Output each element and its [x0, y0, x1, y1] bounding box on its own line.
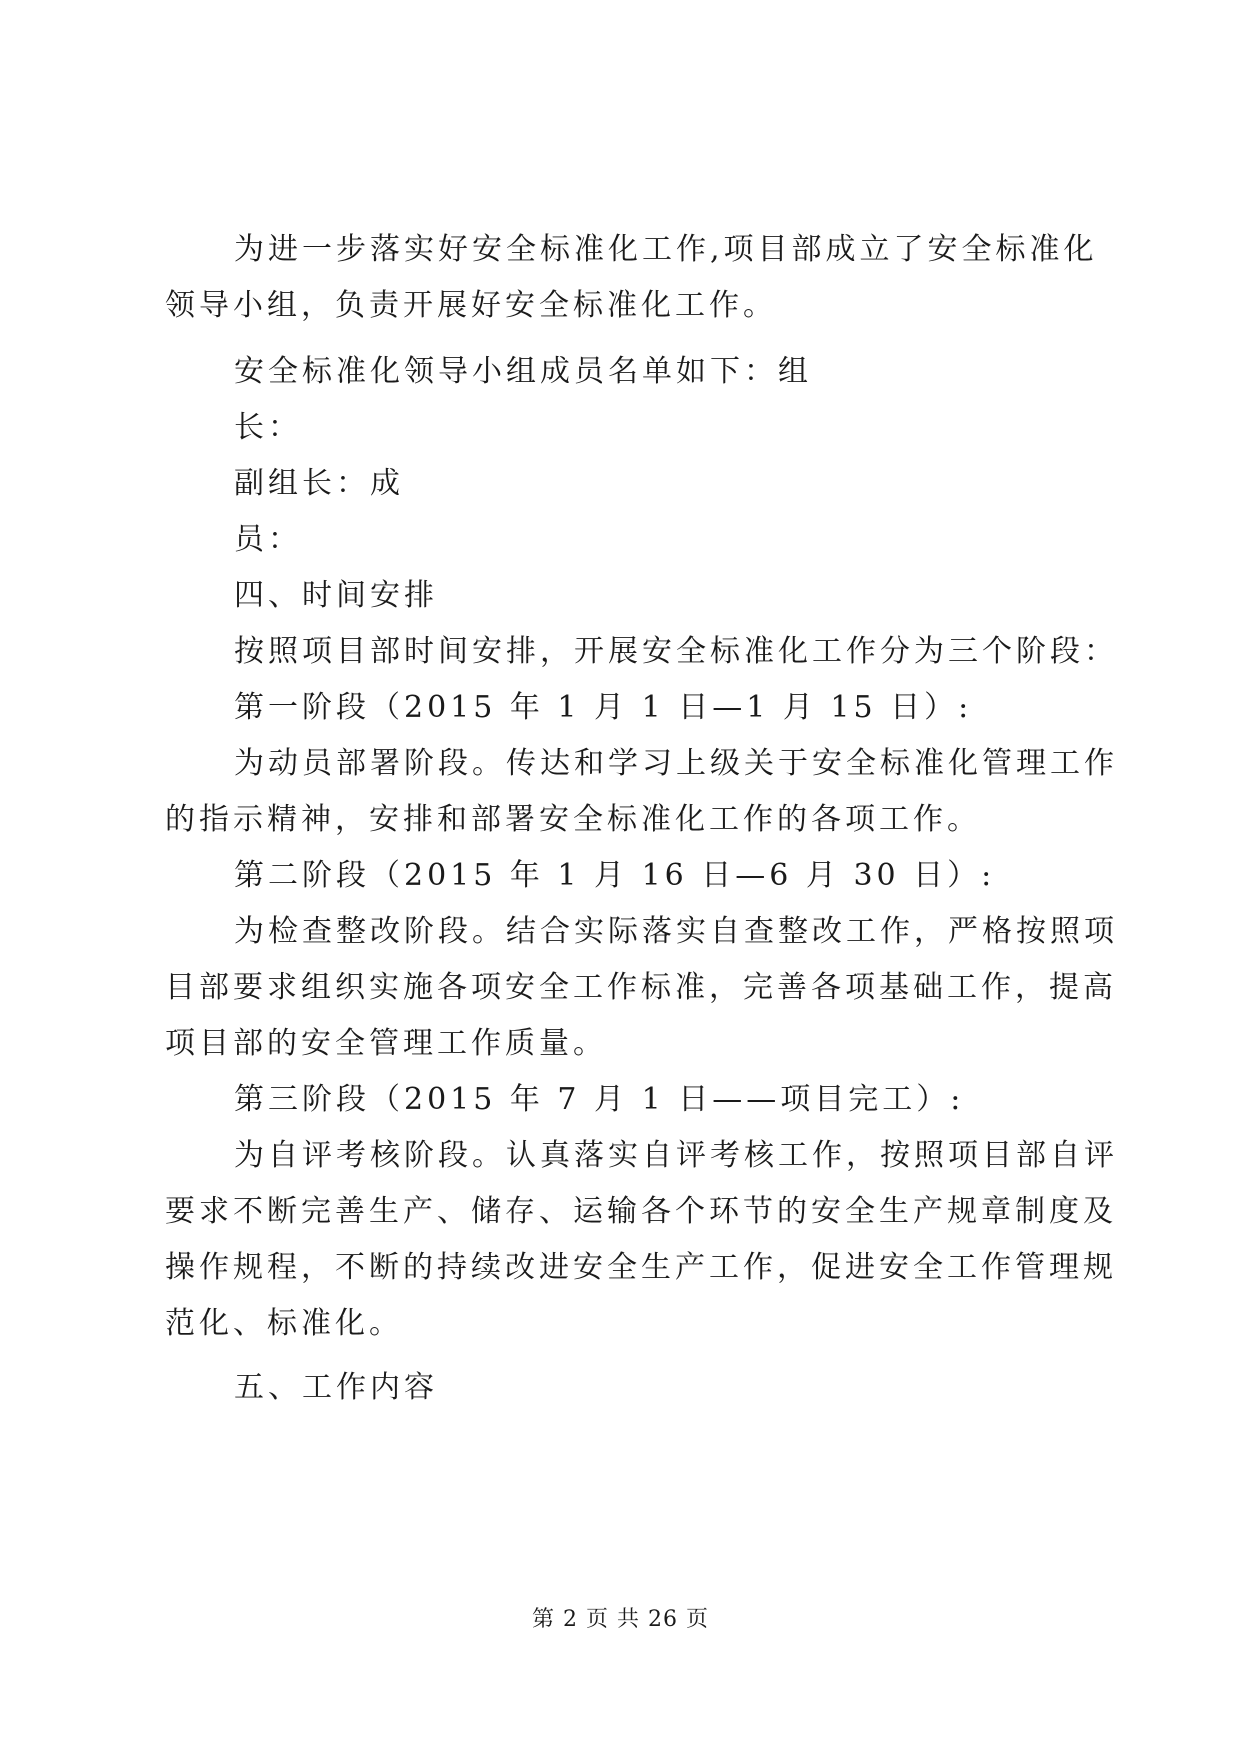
paragraph-line: 员：: [234, 522, 302, 557]
paragraph-line: 按照项目部时间安排，开展安全标准化工作分为三个阶段：: [234, 634, 1118, 669]
paragraph-line: 的指示精神，安排和部署安全标准化工作的各项工作。: [165, 802, 981, 837]
paragraph-line: 项目部的安全管理工作质量。: [165, 1026, 607, 1061]
paragraph-line: 范化、标准化。: [165, 1306, 403, 1341]
paragraph-line: 长：: [234, 410, 302, 445]
section-heading: 五、工作内容: [234, 1370, 438, 1405]
section-heading: 四、时间安排: [234, 578, 438, 613]
paragraph-line: 为进一步落实好安全标准化工作,项目部成立了安全标准化: [234, 232, 1098, 267]
phase-heading: 第一阶段（2015 年 1 月 1 日—1 月 15 日）:: [234, 690, 973, 725]
phase-heading: 第二阶段（2015 年 1 月 16 日—6 月 30 日）:: [234, 858, 996, 893]
paragraph-line: 为检查整改阶段。结合实际落实自查整改工作，严格按照项: [234, 914, 1118, 949]
paragraph-line: 为自评考核阶段。认真落实自评考核工作，按照项目部自评: [234, 1138, 1118, 1173]
paragraph-line: 操作规程，不断的持续改进安全生产工作，促进安全工作管理规: [165, 1250, 1117, 1285]
paragraph-line: 为动员部署阶段。传达和学习上级关于安全标准化管理工作: [234, 746, 1118, 781]
paragraph-line: 安全标准化领导小组成员名单如下：组: [234, 354, 812, 389]
page-footer: 第 2 页 共 26 页: [532, 1607, 709, 1632]
paragraph-line: 目部要求组织实施各项安全工作标准，完善各项基础工作，提高: [165, 970, 1117, 1005]
phase-heading: 第三阶段（2015 年 7 月 1 日——项目完工）:: [234, 1082, 965, 1117]
paragraph-line: 副组长：成: [234, 466, 404, 501]
paragraph-line: 要求不断完善生产、储存、运输各个环节的安全生产规章制度及: [165, 1194, 1117, 1229]
paragraph-line: 领导小组，负责开展好安全标准化工作。: [165, 288, 777, 323]
